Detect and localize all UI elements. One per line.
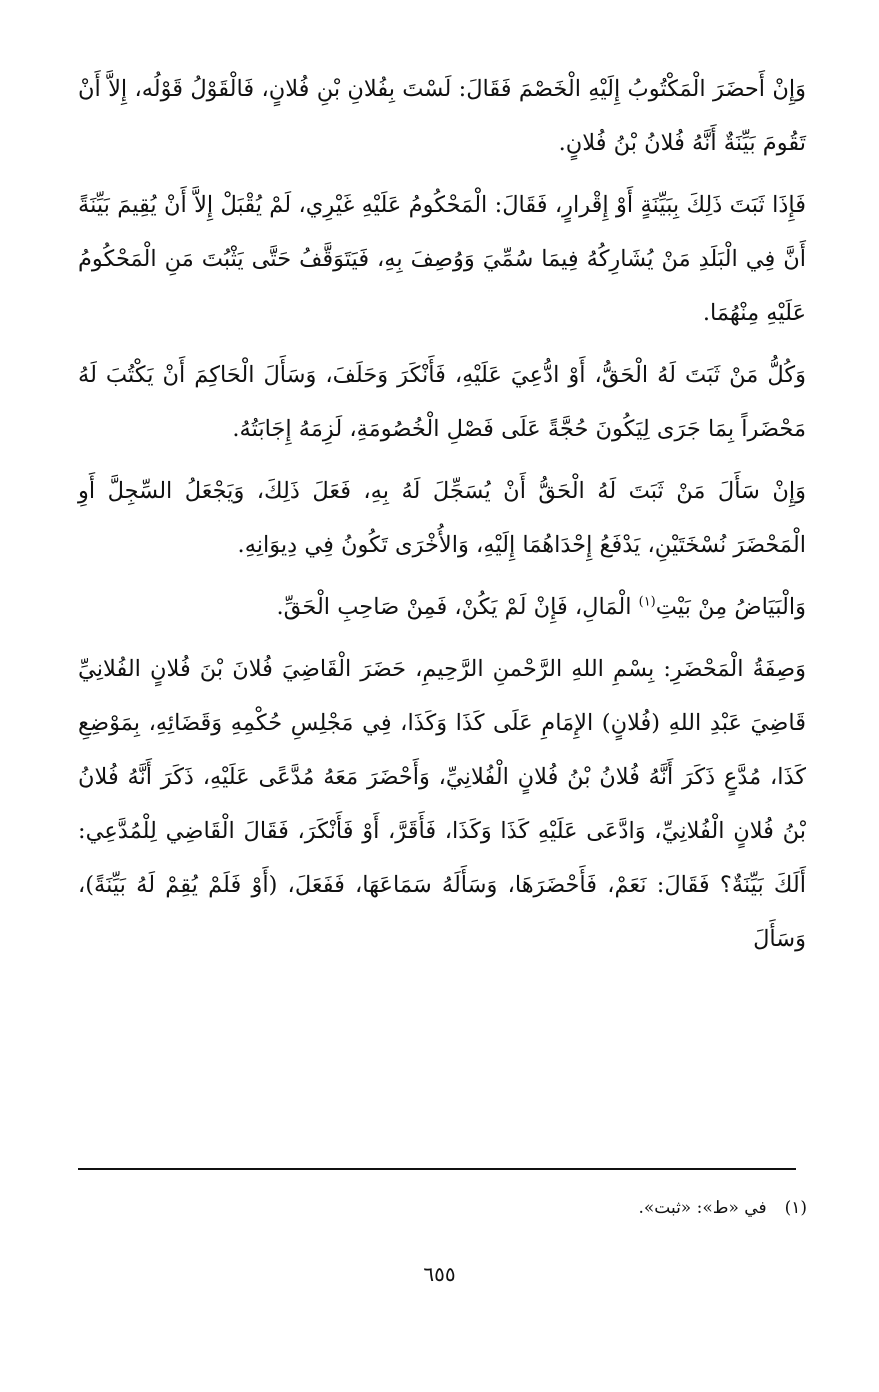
footnote-text: في «ط»: «ثبت».	[638, 1198, 767, 1218]
paragraph-1: وَإِنْ أَحضَرَ الْمَكْتُوبُ إِلَيْهِ الْخَصْمَ فَقَالَ: لَسْتَ بِفُلانِ بْنِ فُلانٍ، فَالْقَوْلُ قَوْلُه، إِلاَّ أَنْ تَقُومَ بَيِّنَةٌ أَنَّهُ فُلانُ بْنُ فُلانٍ.	[78, 76, 806, 156]
footnote-number: (١)	[784, 1198, 807, 1218]
paragraph-4: وَإِنْ سَأَلَ مَنْ ثَبَتَ لَهُ الْحَقُّ أَنْ يُسَجِّلَ لَهُ بِهِ، فَعَلَ ذَلِكَ، وَيَجْعَلُ السِّجِلَّ أَوِ الْمَحْضَرَ نُسْخَتَيْنِ، يَدْفَعُ إِحْدَاهُمَا إِلَيْهِ، وَالأُخْرَى تَكُونُ فِي دِيوَانِهِ.	[78, 478, 806, 558]
footnote-separator	[78, 1168, 796, 1170]
page-body	[78, 62, 806, 966]
paragraph-3: وَكُلُّ مَنْ ثَبَتَ لَهُ الْحَقُّ، أَوْ ادُّعِيَ عَلَيْهِ، فَأَنْكَرَ وَحَلَفَ، وَسَأَلَ الْحَاكِمَ أَنْ يَكْتُبَ لَهُ مَحْضَراً بِمَا جَرَى لِيَكُونَ حُجَّةً عَلَى فَصْلِ الْخُصُومَةِ، لَزِمَهُ إِجَابَتُهُ.	[78, 362, 806, 442]
paragraph-5	[78, 580, 806, 634]
paragraph-5-text-start: وَالْبَيَاضُ مِنْ بَيْتِ	[655, 594, 806, 620]
paragraph-2: فَإِذَا ثَبَتَ ذَلِكَ بِبَيِّنَةٍ أَوْ إِقْرارٍ، فَقَالَ: الْمَحْكُومُ عَلَيْهِ غَيْرِي، لَمْ يُقْبَلْ إِلاَّ أَنْ يُقِيمَ بَيِّنَةً أَنَّ فِي الْبَلَدِ مَنْ يُشَارِكُهُ فِيمَا سُمِّيَ وَوُصِفَ بِهِ، فَيَتَوَقَّفُ حَتَّى يَثْبُتَ مَنِ الْمَحْكُومُ عَلَيْهِ مِنْهُمَا.	[78, 192, 806, 326]
footnote-reference: (١)	[638, 594, 656, 610]
page-number: ٦٥٥	[423, 1262, 456, 1286]
paragraph-5-text-end: الْمَالِ، فَإِنْ لَمْ يَكُنْ، فَمِنْ صَاحِبِ الْحَقِّ.	[276, 594, 639, 620]
footnote	[638, 1198, 807, 1218]
paragraph-6: وَصِفَةُ الْمَحْضَرِ: بِسْمِ اللهِ الرَّحْمنِ الرَّحِيمِ، حَضَرَ الْقَاضِيَ فُلانَ بْنَ فُلانٍ الفُلانِيِّ قَاضِيَ عَبْدِ اللهِ (فُلانٍ) الإِمَامِ عَلَى كَذَا وَكَذَا، فِي مَجْلِسِ حُكْمِهِ وَقَضَائِهِ، بِمَوْضِعِ كَذَا، مُدَّعٍ ذَكَرَ أَنَّهُ فُلانُ بْنُ فُلانٍ الْفُلانِيِّ، وَأَحْضَرَ مَعَهُ مُدَّعًى عَلَيْهِ، ذَكَرَ أَنَّهُ فُلانُ بْنُ فُلانٍ الْفُلانِيِّ، وَادَّعَى عَلَيْهِ كَذَا وَكَذَا، فَأَقَرَّ، أَوْ فَأَنْكَرَ، فَقَالَ الْقَاضِي لِلْمُدَّعِي: أَلَكَ بَيِّنَةٌ؟ فَقَالَ: نَعَمْ، فَأَحْضَرَهَا، وَسَأَلَهُ سَمَاعَهَا، فَفَعَلَ، (أَوْ فَلَمْ يُقِمْ لَهُ بَيِّنَةً)، وَسَأَلَ	[78, 656, 806, 952]
